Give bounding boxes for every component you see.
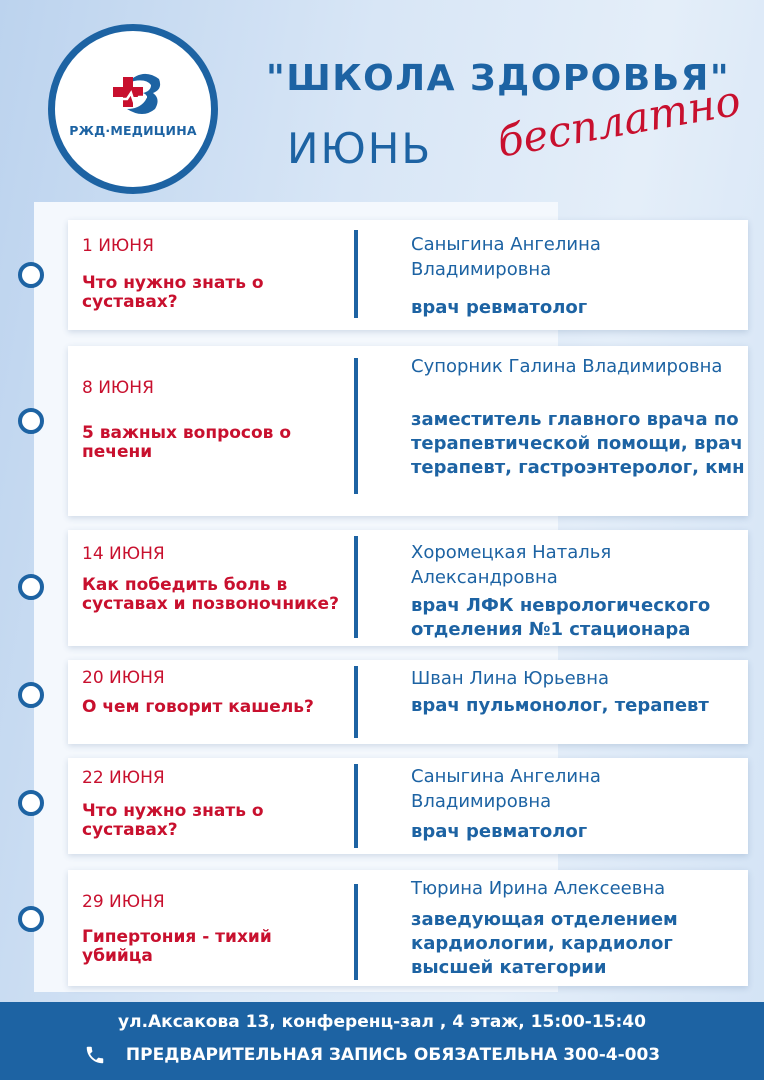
binder-ring: [18, 906, 44, 932]
card-divider: [354, 764, 358, 848]
footer-bar: [0, 1002, 764, 1080]
phone-icon: [84, 1044, 106, 1066]
speaker-name: Тюрина Ирина Алексеевна: [411, 878, 666, 899]
binder-ring: [18, 790, 44, 816]
speaker-role: врач ревматолог: [411, 821, 588, 842]
card-divider: [354, 358, 358, 494]
speaker-name: Супорник Галина Владимировна: [411, 356, 723, 377]
speaker-role: заведующая отделением кардиологии, кардиолог высшей категории: [411, 909, 678, 978]
event-card: [68, 758, 748, 854]
event-topic: 5 важных вопросов о печени: [82, 423, 292, 462]
event-date: 29 ИЮНЯ: [82, 892, 165, 912]
speaker-name: Саныгина Ангелина Владимировна: [411, 766, 601, 812]
event-topic: Что нужно знать о суставах?: [82, 801, 264, 840]
event-topic: Гипертония - тихий убийца: [82, 927, 272, 966]
card-divider: [354, 536, 358, 638]
event-card: [68, 346, 748, 516]
logo-text: РЖД·МЕДИЦИНА: [69, 123, 197, 138]
event-card: [68, 870, 748, 986]
speaker-name: Саныгина Ангелина Владимировна: [411, 234, 601, 280]
logo-badge: [48, 24, 218, 194]
rzd-medicine-logo-icon: [113, 69, 165, 119]
event-date: 1 ИЮНЯ: [82, 236, 154, 256]
speaker-role: заместитель главного врача по терапевтической помощи, врач терапевт, гастроэнтеролог, кмн: [411, 409, 745, 478]
event-date: 14 ИЮНЯ: [82, 544, 165, 564]
booking-text: ПРЕДВАРИТЕЛЬНАЯ ЗАПИСЬ ОБЯЗАТЕЛЬНА 300-4-003: [125, 1045, 661, 1065]
booking-row: [84, 1044, 660, 1066]
event-topic: Как победить боль в суставах и позвоночнике?: [82, 575, 339, 614]
event-date: 8 ИЮНЯ: [82, 378, 154, 398]
event-topic: О чем говорит кашель?: [82, 697, 314, 717]
card-divider: [354, 666, 358, 738]
event-card: [68, 220, 748, 330]
event-card: [68, 530, 748, 646]
speaker-role: врач ЛФК неврологического отделения №1 стационара: [411, 595, 711, 640]
event-topic: Что нужно знать о суставах?: [82, 273, 264, 312]
card-divider: [354, 230, 358, 318]
event-date: 22 ИЮНЯ: [82, 768, 165, 788]
event-date: 20 ИЮНЯ: [82, 668, 165, 688]
free-note: бесплатно: [493, 75, 745, 167]
page-title: "ШКОЛА ЗДОРОВЬЯ": [266, 58, 731, 99]
speaker-role: врач ревматолог: [411, 297, 588, 318]
binder-ring: [18, 262, 44, 288]
binder-ring: [18, 574, 44, 600]
footer-address: ул.Аксакова 13, конференц-зал , 4 этаж, 15:00-15:40: [118, 1012, 646, 1032]
speaker-name: Шван Лина Юрьевна: [411, 668, 610, 689]
month-label: ИЮНЬ: [287, 124, 433, 173]
binder-ring: [18, 408, 44, 434]
binder-ring: [18, 682, 44, 708]
card-divider: [354, 884, 358, 980]
event-card: [68, 660, 748, 744]
speaker-role: врач пульмонолог, терапевт: [411, 695, 709, 716]
speaker-name: Хоромецкая Наталья Александровна: [411, 542, 612, 588]
